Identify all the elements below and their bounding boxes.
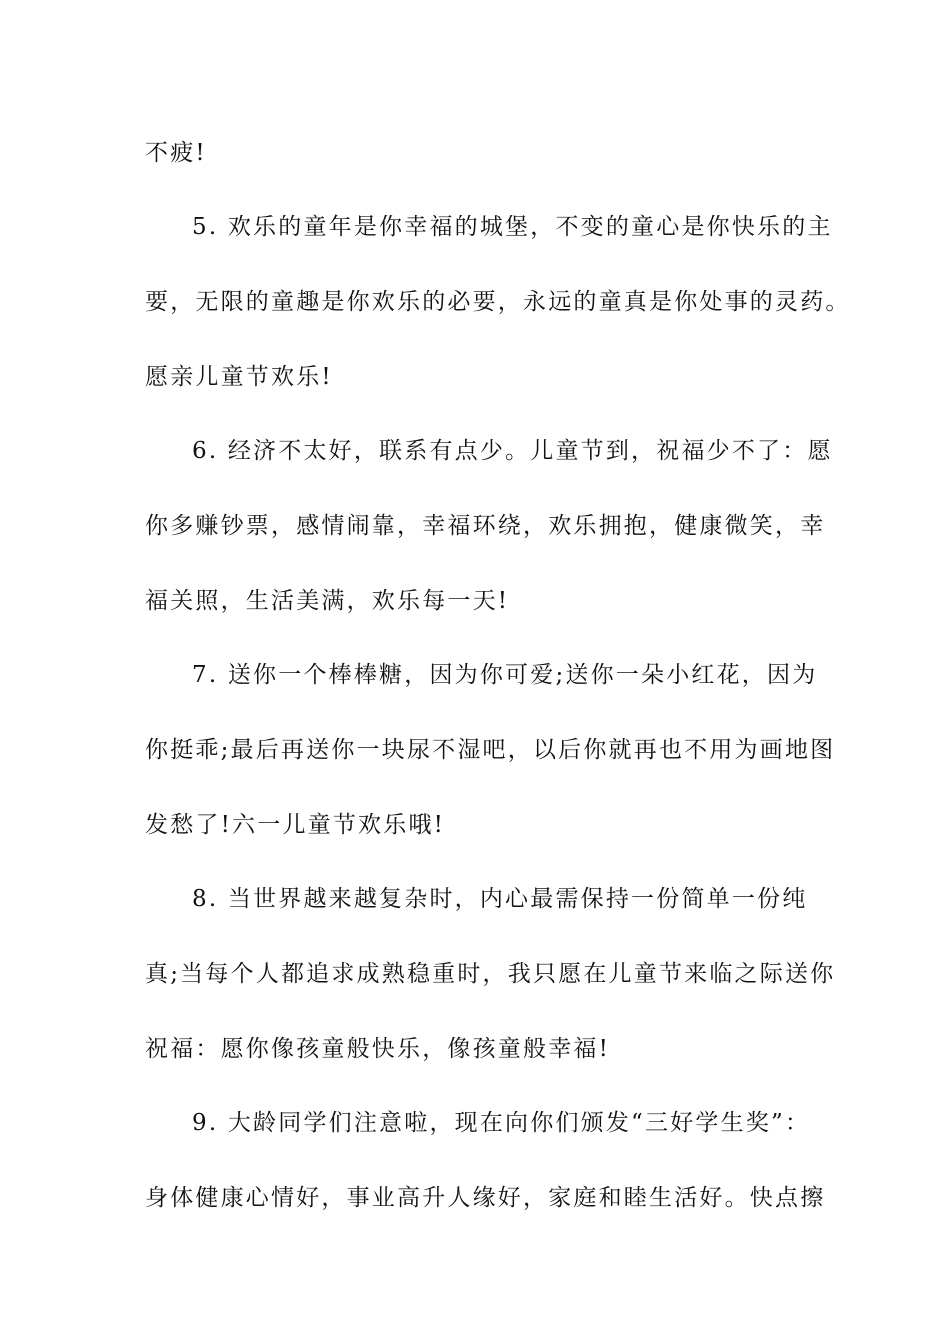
text-line: 要，无限的童趣是你欢乐的必要，永远的童真是你处事的灵药。 <box>145 289 851 315</box>
text-line: 真;当每个人都追求成熟稳重时，我只愿在儿童节来临之际送你 <box>145 961 836 987</box>
text-line: 不疲! <box>145 140 207 166</box>
text-line: 愿亲儿童节欢乐! <box>145 364 333 390</box>
text-line: 9. 大龄同学们注意啦，现在向你们颁发“三好学生奖”： <box>192 1110 811 1136</box>
text-line: 8. 当世界越来越复杂时，内心最需保持一份简单一份纯 <box>192 886 808 912</box>
text-line: 祝福：愿你像孩童般快乐，像孩童般幸福! <box>145 1036 611 1062</box>
text-line: 6. 经济不太好，联系有点少。儿童节到，祝福少不了：愿 <box>192 438 833 464</box>
text-line: 福关照，生活美满，欢乐每一天! <box>145 588 510 614</box>
text-line: 7. 送你一个棒棒糖，因为你可爱;送你一朵小红花，因为 <box>192 662 818 688</box>
text-line: 身体健康心情好，事业高升人缘好，家庭和睦生活好。快点擦 <box>145 1185 826 1211</box>
text-line: 发愁了!六一儿童节欢乐哦! <box>145 812 446 838</box>
text-line: 你多赚钞票，感情闹靠，幸福环绕，欢乐拥抱，健康微笑，幸 <box>145 513 826 539</box>
text-line: 5. 欢乐的童年是你幸福的城堡，不变的童心是你快乐的主 <box>192 214 833 240</box>
text-line: 你挺乖;最后再送你一块尿不湿吧，以后你就再也不用为画地图 <box>145 737 836 763</box>
